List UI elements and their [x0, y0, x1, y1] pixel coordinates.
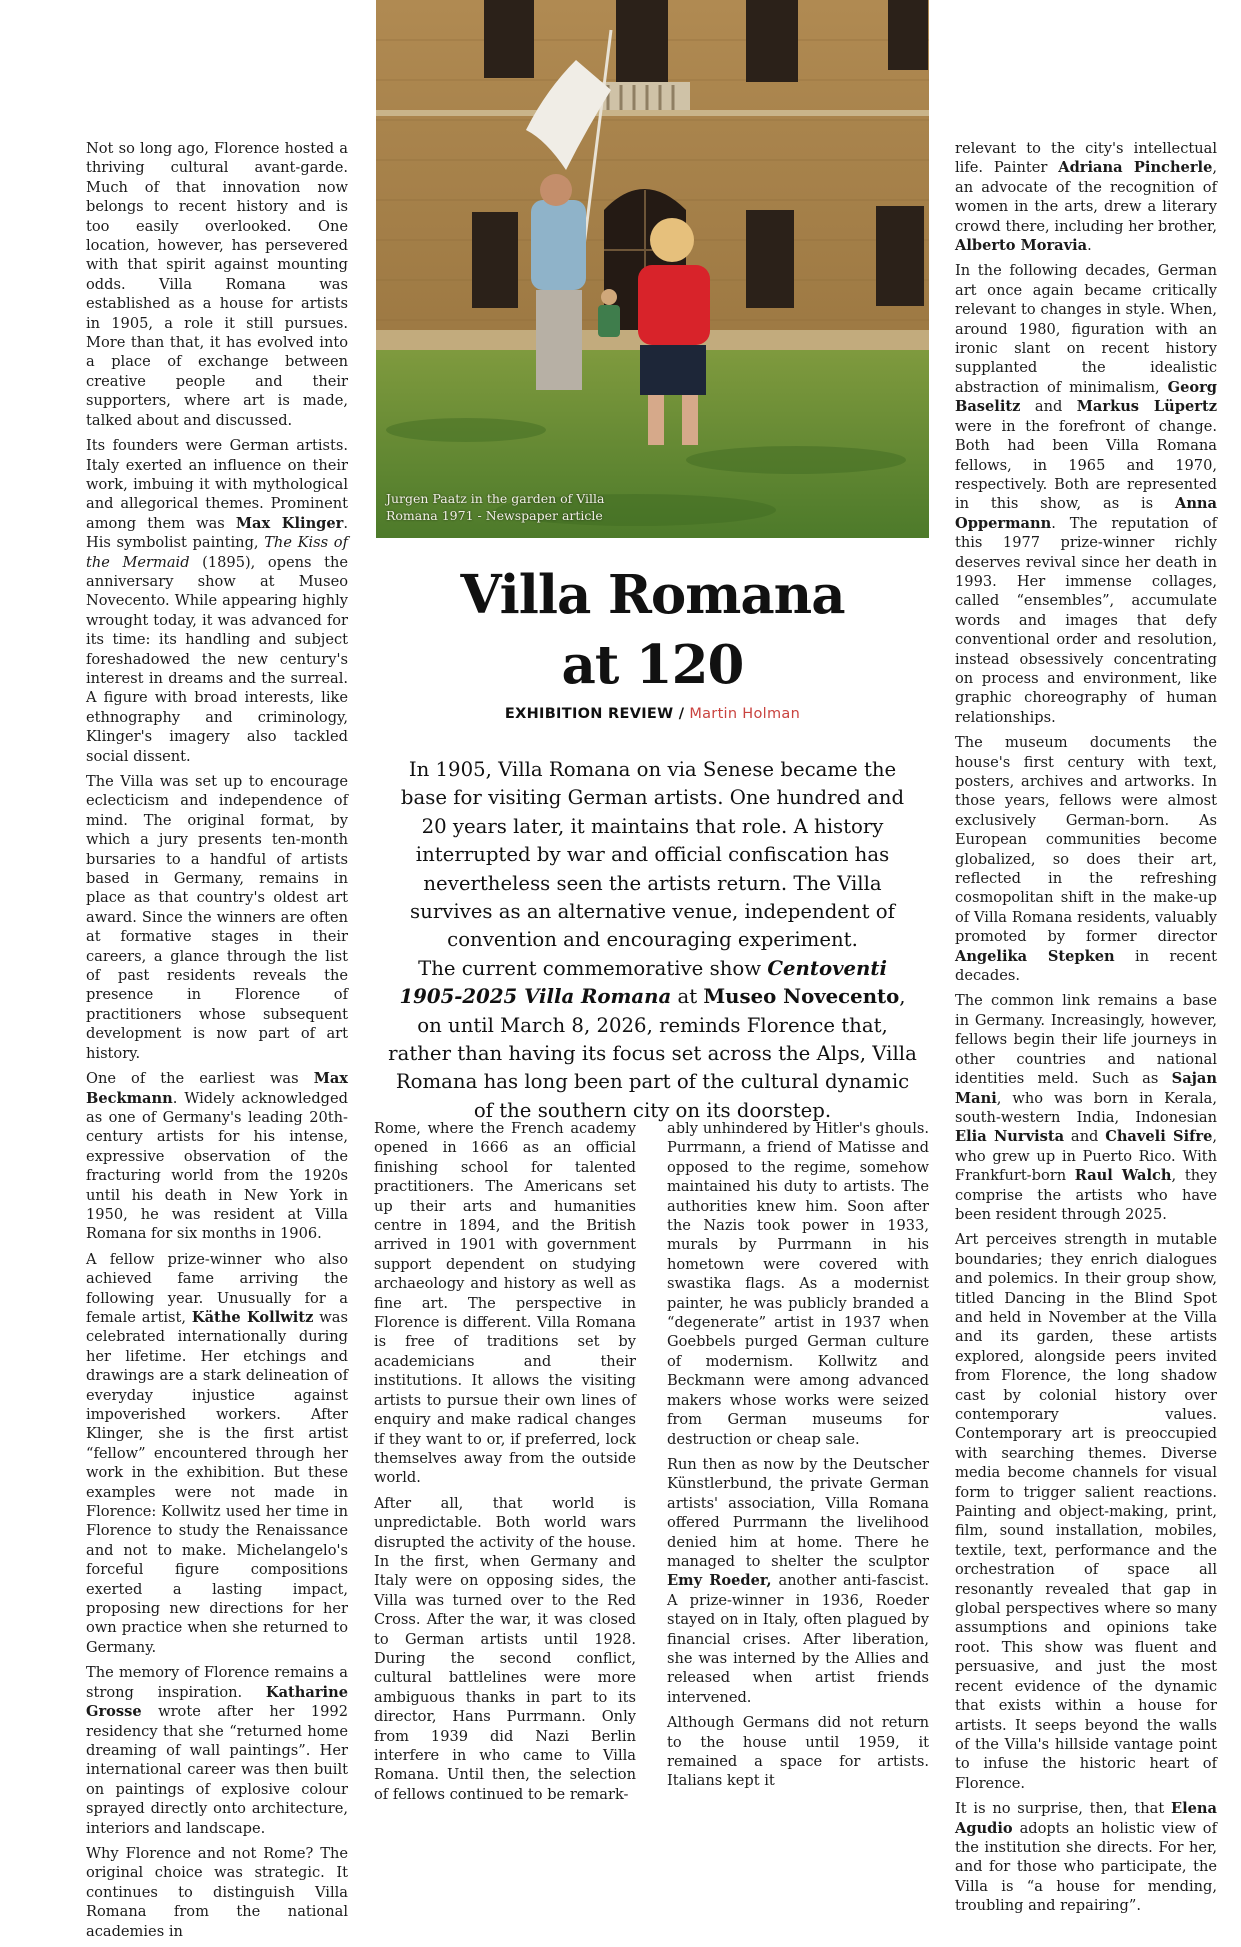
person-name: Elena Agudio [955, 1800, 1217, 1837]
paragraph [955, 991, 1217, 1224]
body-column-right [955, 139, 1217, 1922]
artist-name: Katharine Grosse [86, 1683, 348, 1721]
paragraph: Although Germans did not return to the house until 1959, it remained a space for artists. Italians kept it [667, 1714, 929, 1790]
text-run: , who was born in Kerala, south-western India, Indonesian [955, 1089, 1217, 1126]
text-run: wrote after her 1992 residency that she “returned home dreaming of wall paintings”. Her international career was then built on paintings of explosive colour sprayed directly onto architecture, interiors and landscape. [86, 1703, 348, 1837]
standfirst-paragraph-1: In 1905, Villa Romana on via Senese became the base for visiting German artists. One hundred and 20 years later, it maintains that role. A history interrupted by war and official confiscation has nevertheless seen the artists return. The Villa survives as an alternative venue, independent of convention and encouraging experiment. [400, 758, 905, 952]
artist-name: Raul Walch [1074, 1167, 1172, 1185]
caption-line-1: Jurgen Paatz in the garden of Villa [386, 491, 605, 506]
text-run: The current commemorative show [418, 956, 768, 980]
paragraph: After all, that world is unpredictable. Both world wars disrupted the activity of the house. In the first, when Germany and Italy were on opposing sides, the Villa was turned over to the Red Cross. After the war, it was closed to German artists until 1928. During the second conflict, cultural battlelines were more ambiguous thanks in part to its director, Hans Purrmann. Only from 1939 did Nazi Berlin interfere in who came to Villa Romana. Until then, the selection of fellows continued to be remark- [374, 1494, 636, 1803]
text-run: another anti-fascist. A prize-winner in 1936, Roeder stayed on in Italy, often plagued by financial crises. After liberation, she was interned by the Allies and released when artist friends intervened. [667, 1572, 929, 1706]
text-run: were in the forefront of change. Both had been Villa Romana fellows, in 1965 and 1970, respectively. Both are represented in this show, as is [955, 417, 1217, 513]
artist-name: Max Klinger [235, 514, 344, 532]
artwork-title: The Kiss of the Mermaid [86, 534, 348, 571]
person-name: Angelika Stepken [955, 947, 1115, 965]
artist-name: Markus Lüpertz [1076, 398, 1217, 416]
text-run: . [1087, 237, 1092, 255]
body-column-middle-2 [667, 1119, 929, 1797]
body-column-middle-1 [374, 1119, 636, 1810]
article-headline [376, 560, 929, 700]
text-run: and [1020, 398, 1077, 416]
paragraph: ably unhindered by Hitler's ghouls. Purrmann, a friend of Matisse and opposed to the regime, somehow maintained his duty to artists. The authorities knew him. Soon after the Nazis took power in 1933, murals by Purrmann in his hometown were covered with swastika flags. As a modernist painter, he was publicly branded a “degenerate” artist in 1937 when Goebbels purged German culture of modernism. Kollwitz and Beckmann were among advanced makers whose works were seized from German museums for destruction or cheap sale. [667, 1120, 929, 1448]
feature-photo [376, 0, 929, 538]
paragraph: Art perceives strength in mutable boundaries; they enrich dialogues and polemics. In their group show, titled Dancing in the Blind Spot and held in November at the Villa and its garden, these artists explored, alongside peers invited from Florence, the long shadow cast by colonial history over contemporary values. Contemporary art is preoccupied with searching themes. Diverse media become channels for visual form to trigger salient reactions. Painting and object-making, print, film, sound installation, mobiles, textile, text, performance and the orchestration of space all resonantly revealed that gap in global perspectives where so many assumptions and opinions take root. This show was fluent and persuasive, and just the most recent evidence of the dynamic that exists within a house for artists. It seeps beyond the walls of the Villa's hillside vantage point to infuse the historic heart of Florence. [955, 1231, 1217, 1792]
photo-caption [386, 490, 626, 524]
villa-garden-image [376, 0, 929, 538]
text-run: The memory of Florence remains a strong inspiration. [86, 1664, 348, 1701]
paragraph [955, 139, 1217, 255]
text-run: In the following decades, German art once again became critically relevant to changes in style. When, around 1980, figuration with an ironic slant on recent history supplanted the idealistic abstraction of minimalism, [955, 262, 1217, 396]
byline [376, 706, 929, 722]
standfirst [386, 756, 919, 1125]
text-run: was celebrated internationally during her lifetime. Her etchings and drawings are a stark delineation of everyday injustice against impoverished workers. After Klinger, she is the first artist “fellow” encountered through her work in the exhibition. But these examples were not made in Florence: Kollwitz used her time in Florence to study the Renaissance and not to make. Michelangelo's forceful figure compositions exerted a lasting impact, proposing new directions for her own practice when she returned to Germany. [86, 1308, 348, 1656]
artist-name: Adriana Pincherle [1058, 159, 1213, 177]
paragraph [86, 1663, 348, 1838]
artist-name: Alberto Moravia [955, 237, 1088, 255]
paragraph [955, 733, 1217, 985]
author-name: Martin Holman [689, 706, 801, 722]
text-run: It is no surprise, then, that [955, 1800, 1171, 1818]
venue-name: Museo Novecento [703, 985, 900, 1009]
paragraph: Why Florence and not Rome? The original choice was strategic. It continues to distinguish Villa Romana from the national academies in [86, 1844, 348, 1940]
text-run: in recent decades. [955, 947, 1218, 985]
artist-name: Anna Oppermann [955, 495, 1217, 532]
section-kicker: EXHIBITION REVIEW / [504, 706, 685, 722]
artist-name: Emy Roeder, [667, 1572, 772, 1590]
standfirst-paragraph-2 [386, 955, 919, 1125]
text-run: (1895), opens the anniversary show at Museo Novecento. While appearing highly wrought today, it was advanced for its time: its handling and subject foreshadowed the new century's interest in dreams and the surreal. A figure with broad interests, like ethnography and criminology, Klinger's imagery also tackled social dissent. [86, 553, 348, 765]
text-run: and [1064, 1128, 1106, 1146]
artist-name: Elia Nurvista [955, 1128, 1065, 1146]
text-run: . The reputation of this 1977 prize-winner richly deserves revival since her death in 1993. Her immense collages, called “ensembles”, accumulate words and images that defy conventional order and resolution, instead obsessively concentrating on process and environment, like graphic choreography of human relationships. [955, 514, 1217, 726]
text-run: , who grew up in Puerto Rico. With Frankfurt-born [955, 1128, 1218, 1185]
text-run: relevant to the city's intellectual life. Painter [955, 140, 1217, 177]
paragraph: The Villa was set up to encourage eclecticism and independence of mind. The original format, by which a jury presents ten-month bursaries to a handful of artists based in Germany, remains in place as that country's oldest art award. Since the winners are often at formative stages in their careers, a glance through the list of past residents reveals the presence in Florence of practitioners whose subsequent development is now part of art history. [86, 773, 348, 1062]
text-run: Its founders were German artists. Italy exerted an influence on their work, imbuing it with mythological and allegorical themes. Prominent among them was [86, 437, 348, 532]
text-run: adopts an holistic view of the institution she directs. For her, and for those who participate, the Villa is “a house for mending, troubling and repairing”. [955, 1819, 1217, 1915]
show-title: Centoventi 1905-2025 Villa Romana [399, 956, 887, 1009]
artist-name: Käthe Kollwitz [191, 1308, 314, 1326]
text-run: One of the earliest was [86, 1070, 314, 1088]
headline-line-1: Villa Romana [460, 564, 845, 626]
paragraph [86, 1069, 348, 1244]
text-run: The common link remains a base in Germany. Increasingly, however, fellows begin their life journeys in other countries and national identities meld. Such as [955, 992, 1217, 1088]
paragraph [86, 436, 348, 766]
text-run: , they comprise the artists who have been resident through 2025. [955, 1167, 1217, 1223]
text-run: A fellow prize-winner who also achieved fame arriving the following year. Unusually for a female artist, [86, 1250, 348, 1326]
artist-name: Georg Baselitz [955, 378, 1217, 416]
text-run: . Widely acknowledged as one of Germany's leading 20th-century artists for his intense, expressive observation of the fracturing world from the 1920s until his death in New York in 1950, he was resident at Villa Romana for six months in 1906. [86, 1089, 348, 1243]
paragraph [667, 1455, 929, 1707]
text-run: at [671, 985, 704, 1009]
paragraph: Not so long ago, Florence hosted a thriving cultural avant-garde. Much of that innovation now belongs to recent history and is too easily overlooked. One location, however, has persevered with that spirit against mounting odds. Villa Romana was established as a house for artists in 1905, a role it still pursues. More than that, it has evolved into a place of exchange between creative people and their supporters, where art is made, talked about and discussed. [86, 140, 348, 429]
caption-line-2: Romana 1971 - Newspaper article [386, 508, 603, 523]
paragraph: Rome, where the French academy opened in 1666 as an official finishing school for talented practitioners. The Americans set up their arts and humanities centre in 1894, and the British arrived in 1901 with government support dependent on studying archaeology and history as well as fine art. The perspective in Florence is different. Villa Romana is free of traditions set by academicians and their institutions. It allows the visiting artists to pursue their own lines of enquiry and make radical changes if they want to or, if preferred, lock themselves away from the outside world. [374, 1120, 636, 1487]
paragraph [86, 1250, 348, 1658]
text-run: Run then as now by the Deutscher Künstlerbund, the private German artists' association, Villa Romana offered Purrmann the livelihood denied him at home. There he managed to shelter the sculptor [667, 1455, 929, 1570]
paragraph [955, 1799, 1217, 1915]
artist-name: Chaveli Sifre [1105, 1128, 1213, 1146]
text-run: . His symbolist painting, [86, 514, 348, 552]
text-run: The museum documents the house's first century with text, posters, archives and artworks. In those years, fellows were almost exclusively German-born. As European communities become globalized, so does their art, reflected in the refreshing cosmopolitan shift in the make-up of Villa Romana residents, valuably promoted by former director [955, 734, 1217, 946]
artist-name: Max Beckmann [86, 1070, 348, 1107]
paragraph [955, 261, 1217, 727]
text-run: , on until March 8, 2026, reminds Florence that, rather than having its focus set across the Alps, Villa Romana has long been part of the cultural dynamic of the southern city on its doorstep. [388, 985, 917, 1122]
artist-name: Sajan Mani [955, 1070, 1217, 1107]
body-column-left [86, 139, 348, 1947]
headline-line-2: at 120 [561, 634, 744, 696]
text-run: , an advocate of the recognition of women in the arts, drew a literary crowd there, including her brother, [955, 159, 1217, 235]
